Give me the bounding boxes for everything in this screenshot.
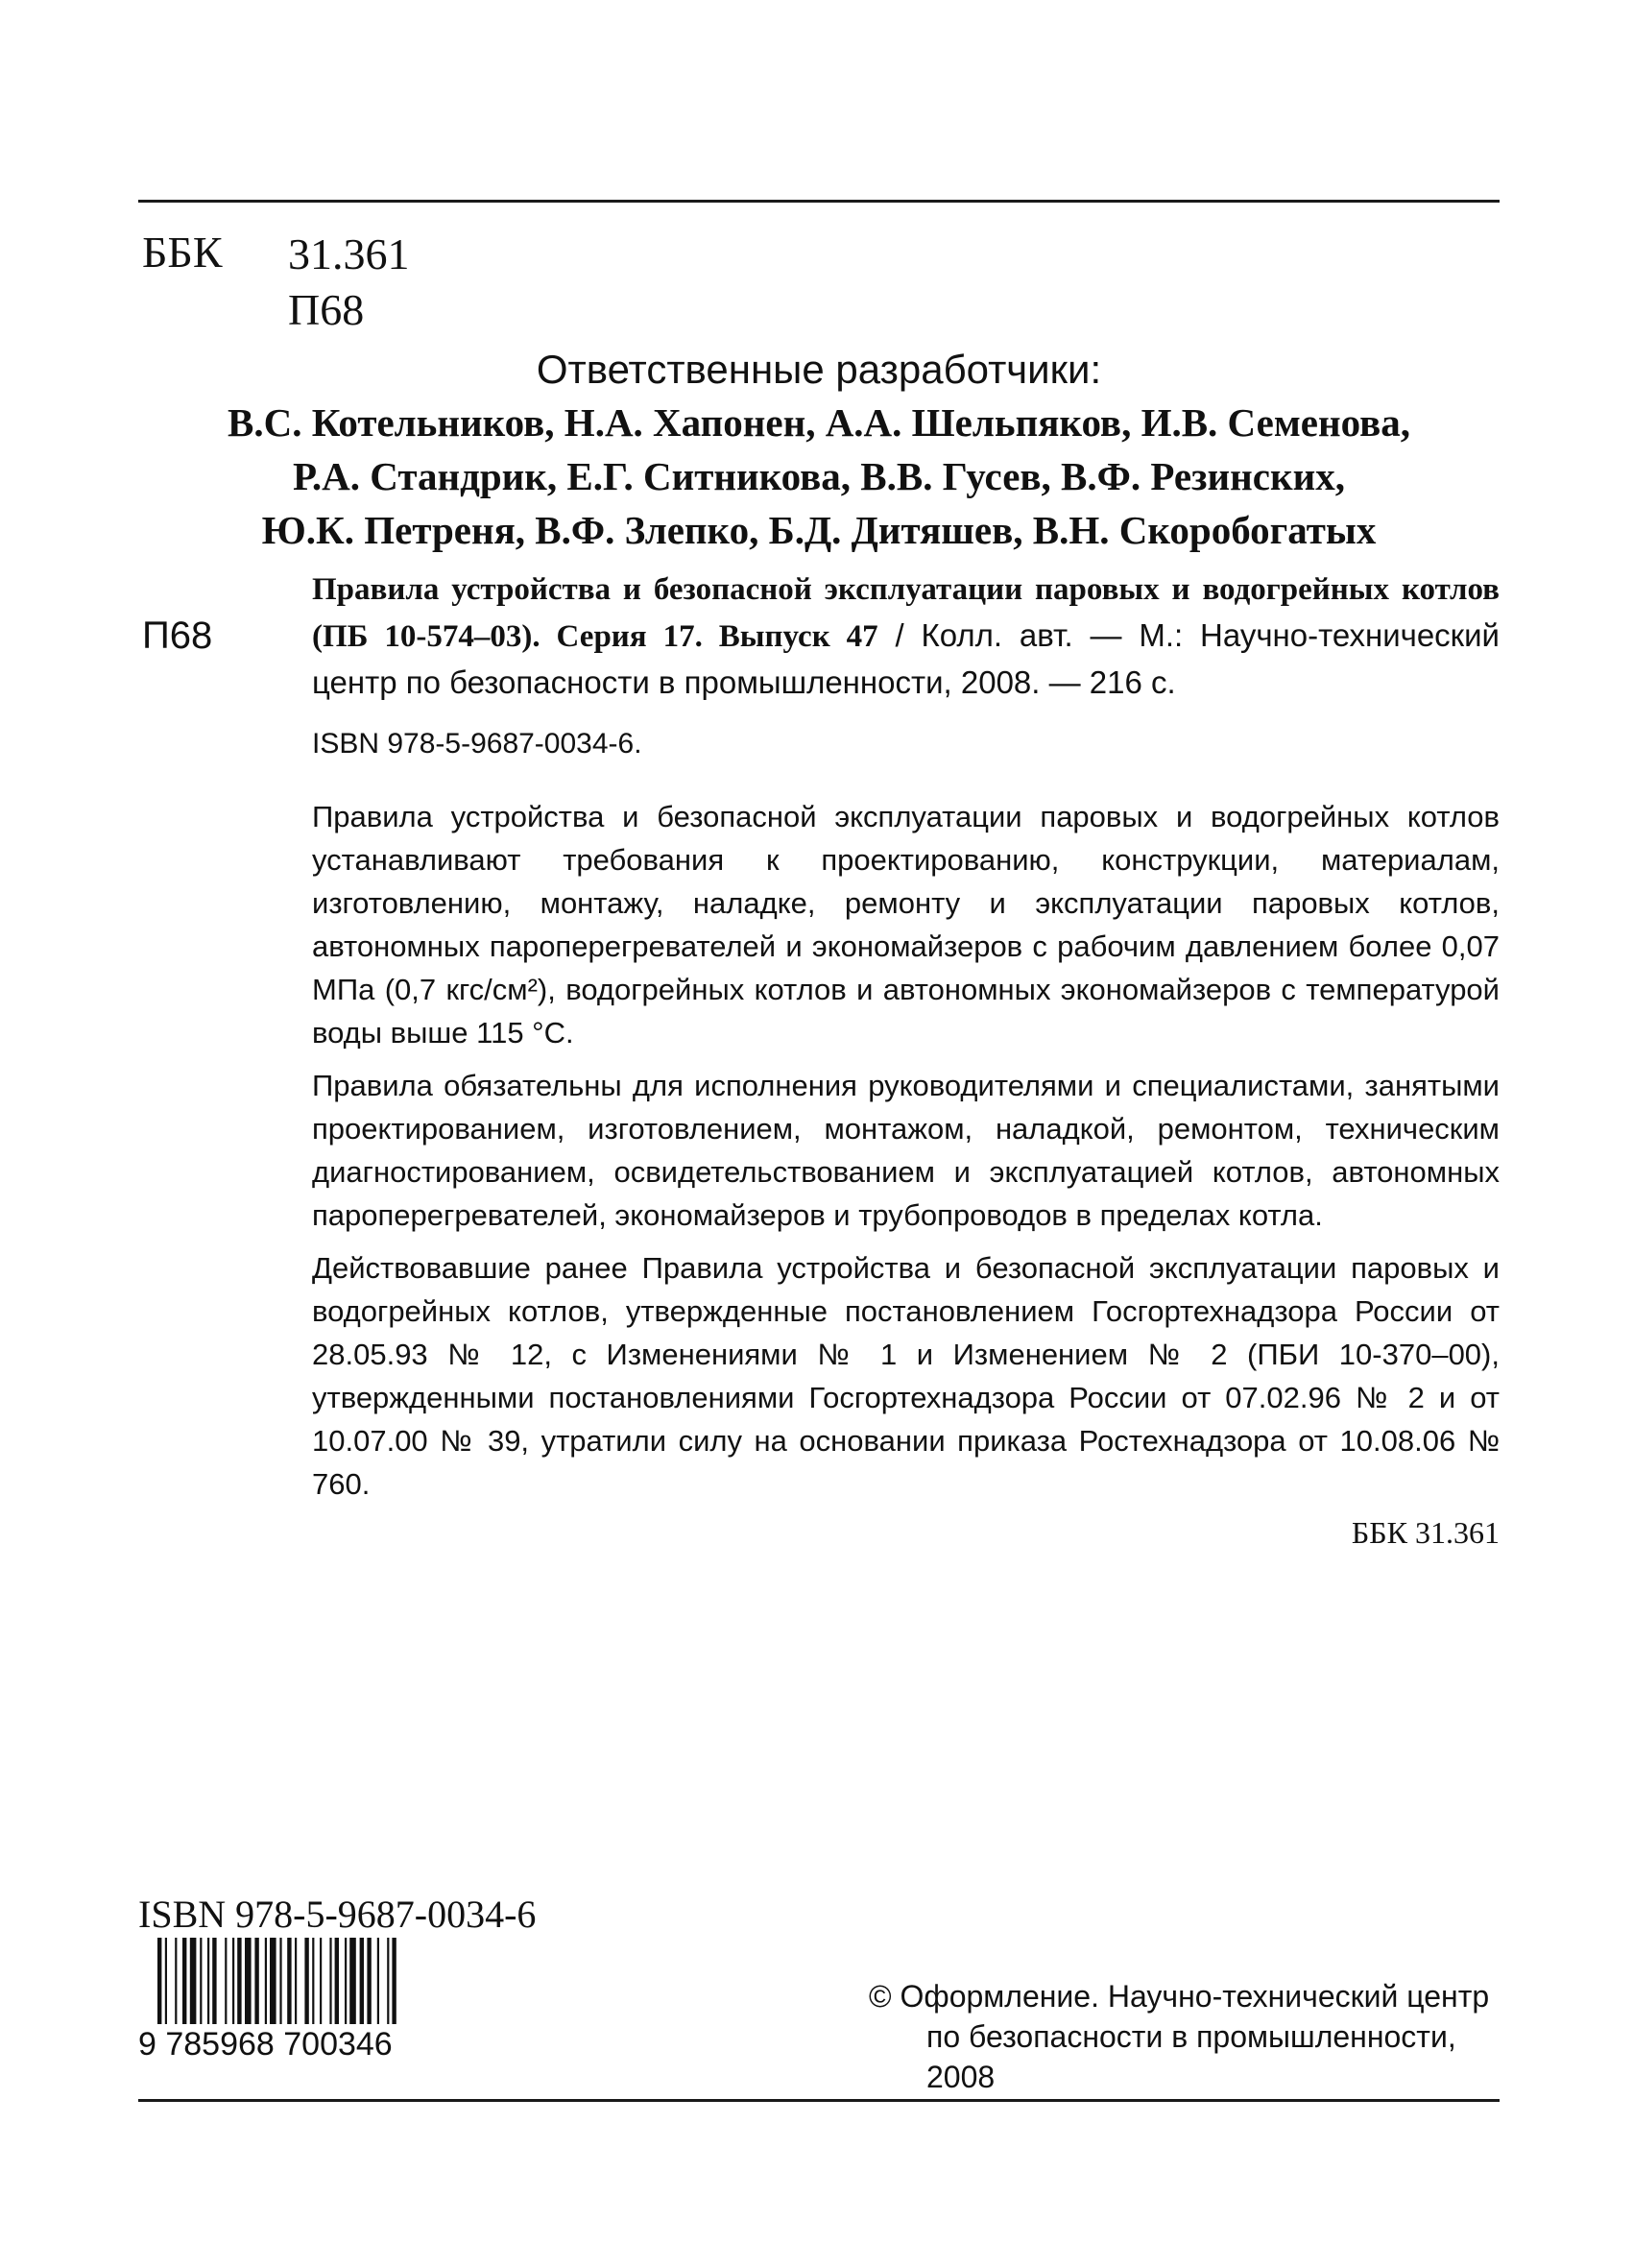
abstract-paragraph: Правила устройства и безопасной эксплуатации паровых и водогрейных котлов устанавливают требования к проектированию, конструкции, материалам, изготовлению, монтажу, наладке, ремонту и эксплуатации паровых котлов, автономных пароперегревателей и экономайзеров с рабочим давлением более 0,07 МПа (0,7 кгс/см²), водогрейных котлов и автономных экономайзеров с температурой воды выше 115 °С. (312, 800, 1500, 1050)
copyright-line: по безопасности в промышленности, (926, 2019, 1456, 2054)
bbk-code: 31.361 (288, 229, 410, 278)
barcode-bar (200, 1938, 202, 2024)
bbk-code-block (288, 227, 410, 338)
barcode-bar (270, 1938, 276, 2024)
barcode-bar (175, 1938, 177, 2024)
abstract-paragraph: Действовавшие ранее Правила устройства и безопасной эксплуатации паровых и водогрейных котлов, утвержденные постановлением Госгортехнадзора России от 28.05.93 № 12, с Изменениями № 1 и Изменением № 2 (ПБИ 10-370–00), утвержденными постановлениями Госгортехнадзора России от 07.02.96 № 2 и от 10.07.00 № 39, утратили силу на основании приказа Ростехнадзора от 10.08.06 № 760. (312, 1251, 1500, 1501)
barcode-bar (360, 1938, 364, 2024)
developer-names-line: Ю.К. Петреня, В.Ф. Злепко, Б.Д. Дитяшев, В.Н. Скоробогатых (261, 508, 1377, 552)
copyright-line: 2008 (926, 2060, 996, 2094)
barcode-bar (335, 1938, 339, 2024)
side-author-mark: П68 (142, 615, 213, 657)
barcode-bar (349, 1938, 356, 2024)
barcode-bar (232, 1938, 234, 2024)
barcode-bar (329, 1938, 331, 2024)
citation-title: Правила устройства и безопасной эксплуатации паровых и водогрейных котлов (ПБ 10-574–03). Серия 17. Выпуск 47 (312, 572, 1500, 654)
barcode-bar (295, 1938, 297, 2024)
developer-names-line: В.С. Котельников, Н.А. Хапонен, А.А. Шельпяков, И.В. Семенова, (227, 400, 1410, 445)
barcode-bar (279, 1938, 281, 2024)
barcode-bar (237, 1938, 241, 2024)
barcode-bar (225, 1938, 227, 2024)
barcode-isbn-label: ISBN 978-5-9687-0034-6 (138, 1893, 537, 1936)
barcode-bar (312, 1938, 314, 2024)
developer-names (138, 396, 1500, 557)
barcode-bar (254, 1938, 258, 2024)
responsible-developers (138, 344, 1500, 557)
barcode-bar (212, 1938, 216, 2024)
top-rule (138, 200, 1500, 203)
bottom-rule (138, 2099, 1500, 2102)
barcode-bar (304, 1938, 308, 2024)
bbk-label: ББК (142, 228, 223, 277)
barcode-bar (265, 1938, 267, 2024)
barcode-bar (190, 1938, 197, 2024)
isbn-line: ISBN 978-5-9687-0034-6. (312, 728, 642, 760)
barcode-bar (392, 1938, 396, 2024)
copyright-line: © Оформление. Научно-технический центр (869, 1979, 1490, 2014)
barcode-bar (207, 1938, 209, 2024)
bibliographic-record (312, 567, 1500, 1551)
bbk-bottom: ББК 31.361 (1351, 1515, 1500, 1550)
responsible-title: Ответственные разработчики: (536, 347, 1102, 392)
barcode-bar (157, 1938, 161, 2024)
abstract-paragraph: Правила обязательны для исполнения руководителями и специалистами, занятыми проектированием, изготовлением, монтажом, наладкой, ремонтом, техническим диагностированием, освидетельствованием и эксплуатацией котлов, автономных пароперегревателей, экономайзеров и трубопроводов в пределах котла. (312, 1069, 1500, 1232)
barcode-bar (182, 1938, 186, 2024)
copyright-notice (869, 1976, 1502, 2097)
barcode-bar (165, 1938, 167, 2024)
barcode-bar (377, 1938, 379, 2024)
barcode-image (138, 1938, 541, 2059)
author-mark: П68 (288, 285, 365, 334)
citation (312, 567, 1500, 707)
barcode-bar (287, 1938, 291, 2024)
barcode-bar (245, 1938, 252, 2024)
barcode-bar (345, 1938, 347, 2024)
barcode-bar (367, 1938, 371, 2024)
barcode-digits: 9 785968 700346 (138, 2026, 393, 2059)
developer-names-line: Р.А. Стандрик, Е.Г. Ситникова, В.В. Гусев, В.Ф. Резинских, (293, 454, 1345, 498)
citation-details: / Колл. авт. — М.: Научно-технический центр по безопасности в промышленности, 2008. — 216 с. (312, 617, 1500, 700)
barcode-bar (387, 1938, 389, 2024)
abstract (312, 795, 1500, 1506)
barcode-bar (320, 1938, 322, 2024)
